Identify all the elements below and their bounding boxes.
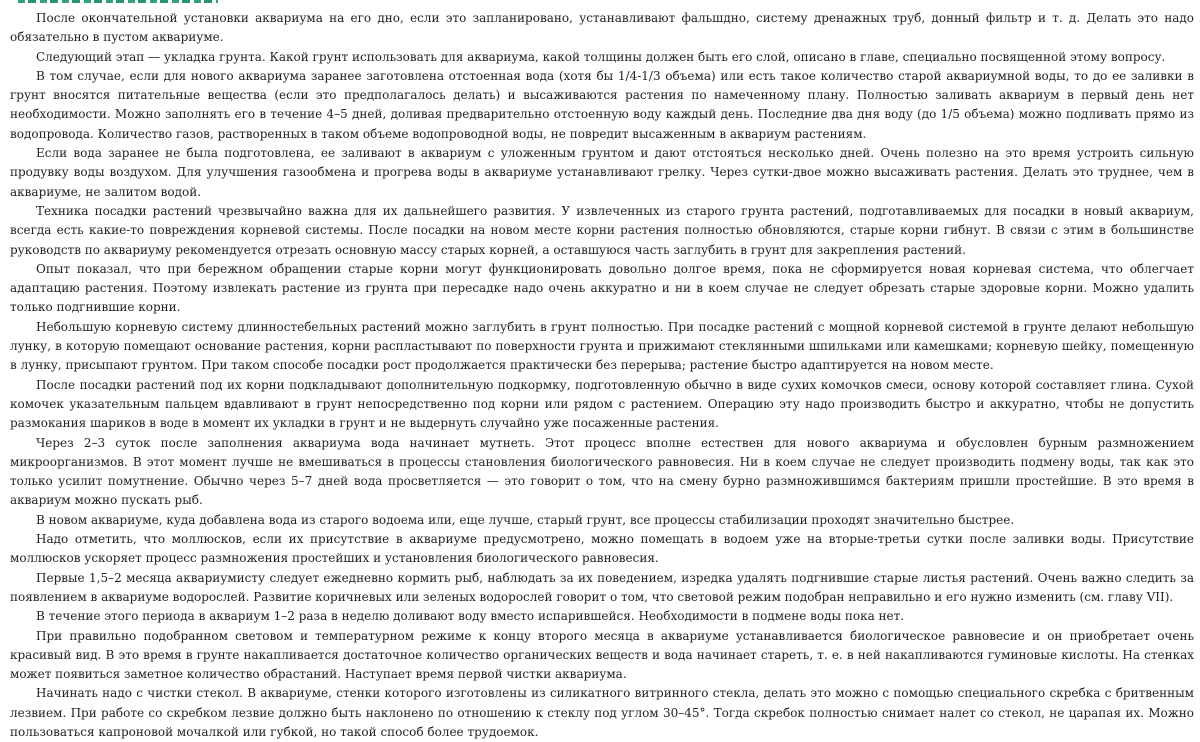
paragraph-10: В новом аквариуме, куда добавлена вода из старого водоема или, еще лучше, старый грунт, все процессы стабилизации проходят значительно быстрее. [36, 512, 1015, 527]
paragraph-8: После посадки растений под их корни подкладывают дополнительную подкормку, подготовленную обычно в виде сухих комочков смеси, основу которой составляет глина. Сухой комочек указательным пальцем вдавливают в грунт непосредственно под корни или рядом с растением. Операцию эту надо производить быстро и аккуратно, чтобы не допустить размокания шариков в воде в момент их укладки в грунт и не выдернуть случайно уже посаженные растения. [10, 377, 1194, 431]
paragraph-11: Надо отметить, что моллюсков, если их присутствие в аквариуме предусмотрено, можно помещать в водоем уже на вторые-третьи сутки после заливки воды. Присутствие моллюсков ускоряет процесс размножения простейших и установления биологического равновесия. [10, 532, 1194, 566]
paragraph-2: Следующий этап — укладка грунта. Какой грунт использовать для аквариума, какой толщины должен быть его слой, описано в главе, специально посвященной этому вопросу. [36, 49, 1166, 64]
paragraph-6: Опыт показал, что при бережном обращении старые корни могут функционировать довольно долгое время, пока не сформируется новая корневая система, что облегчает адаптацию растения. Поэтому извлекать растение из грунта при пересадке надо очень аккуратно и ни в коем случае не следует обрезать старые здоровые корни. Можно удалить только подгнившие корни. [10, 261, 1194, 315]
paragraph-3: В том случае, если для нового аквариума заранее заготовлена отстоенная вода (хотя бы 1/4-1/3 объема) или есть такое количество старой аквариумной воды, то до ее заливки в грунт вносятся питательные вещества (если это предполагалось делать) и высаживаются растения по намеченному плану. Полностью заливать аквариум в первый день нет необходимости. Можно заполнять его в течение 4–5 дней, доливая предварительно отстоенную воду каждый день. Последние два дня воду (до 1/5 объема) можно подливать прямо из водопровода. Количество газов, растворенных в таком объеме водопроводной воды, не повредит высаженным в аквариум растениям. [10, 68, 1194, 141]
paragraph-9: Через 2–3 суток после заполнения аквариума вода начинает мутнеть. Этот процесс вполне естествен для нового аквариума и обусловлен бурным размножением микроорганизмов. В этот момент лучше не вмешиваться в процессы становления биологического равновесия. Ни в коем случае не следует производить подмену воды, так как это только усилит помутнение. Обычно через 5–7 дней вода просветляется — это говорит о том, что на смену бурно размножившимся бактериям пришли простейшие. В это время в аквариум можно пускать рыб. [10, 435, 1194, 508]
article-body [10, 9, 1194, 742]
paragraph-15: Начинать надо с чистки стекол. В аквариуме, стенки которого изготовлены из силикатного витринного стекла, делать это можно с помощью специального скребка с бритвенным лезвием. При работе со скребком лезвие должно быть наклонено по отношению к стеклу под углом 30–45°. Тогда скребок полностью снимает налет со стекол, не царапая их. Можно пользоваться капроновой мочалкой или губкой, но такой способ более трудоемок. [10, 686, 1194, 739]
paragraph-7: Небольшую корневую систему длинностебельных растений можно заглубить в грунт полностью. При посадке растений с мощной корневой системой в грунте делают небольшую лунку, в которую помещают основание растения, корни распластывают по поверхности грунта и прижимают стеклянными шпильками или камешками; корневую шейку, помещенную в лунку, присыпают грунтом. При таком способе посадки рост продолжается практически без перерыва; растение быстро адаптируется на новом месте. [10, 319, 1194, 373]
paragraph-1: После окончательной установки аквариума на его дно, если это запланировано, устанавливают фальшдно, систему дренажных труб, донный фильтр и т. д. Делать это надо обязательно в пустом аквариуме. [10, 11, 1194, 45]
header-logo-fragment [18, 0, 218, 3]
paragraph-4: Если вода заранее не была подготовлена, ее заливают в аквариум с уложенным грунтом и дают отстояться несколько дней. Очень полезно на это время устроить сильную продувку воды воздухом. Для улучшения газообмена и прогрева воды в аквариуме устанавливают грелку. Через сутки-двое можно высаживать растения. Делать это труднее, чем в аквариуме, не залитом водой. [10, 146, 1194, 199]
paragraph-13: В течение этого периода в аквариум 1–2 раза в неделю доливают воду вместо испарившейся. Необходимости в подмене воды пока нет. [36, 609, 905, 624]
paragraph-12: Первые 1,5–2 месяца аквариумисту следует ежедневно кормить рыб, наблюдать за их поведением, изредка удалять подгнившие старые листья растений. Очень важно следить за появлением в аквариуме водорослей. Развитие коричневых или зеленых водорослей говорит о том, что световой режим подобран неправильно и его нужно изменить (см. главу VII). [10, 570, 1194, 604]
paragraph-5: Техника посадки растений чрезвычайно важна для их дальнейшего развития. У извлеченных из старого грунта растений, подготавливаемых для посадки в новый аквариум, всегда есть какие-то повреждения корневой системы. После посадки на новом месте корни растения полностью обновляются, старые корни гибнут. В связи с этим в большинстве руководств по аквариуму рекомендуется отрезать основную массу старых корней, а оставшуюся часть заглубить в грунт для закрепления растений. [10, 203, 1194, 257]
paragraph-14: При правильно подобранном световом и температурном режиме к концу второго месяца в аквариуме устанавливается биологическое равновесие и он приобретает очень красивый вид. В это время в грунте накапливается достаточное количество органических веществ и вода начинает стареть, т. е. в ней накапливаются гуминовые кислоты. На стенках может появиться заметное количество обрастаний. Наступает время первой чистки аквариума. [10, 628, 1194, 682]
